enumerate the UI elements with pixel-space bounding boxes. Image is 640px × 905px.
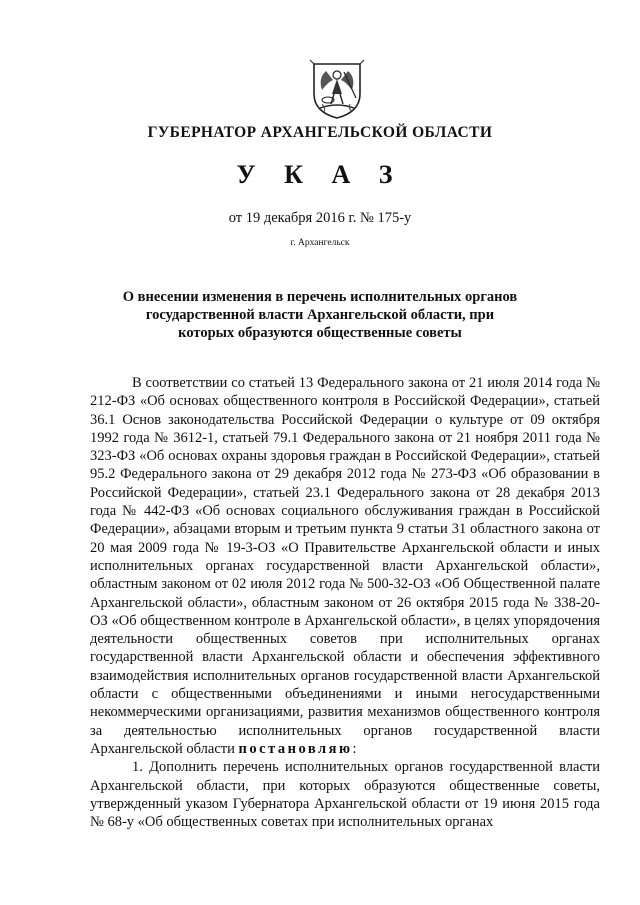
document-subject: О внесении изменения в перечень исполнительных органов государственной власти Архангельской области, при которых образуются общественные советы <box>122 289 518 341</box>
document-type: У К А З <box>236 160 404 189</box>
document-date-number: от 19 декабря 2016 г. № 175-у <box>228 210 412 226</box>
item-1-paragraph: 1. Дополнить перечень исполнительных органов государственной власти Архангельской области, при которых образуются общественные советы, утвержденный указом Губернатора Архангельской области от 19 июня 2015 года № 68-у «Об общественных советах при исполнительных органах <box>90 759 600 831</box>
document-place: г. Архангельск <box>290 238 350 248</box>
preamble-paragraph: В соответствии со статьей 13 Федерального закона от 21 июля 2014 года № 212-ФЗ «Об основах общественного контроля в Российской Федерации», статьей 36.1 Основ законодательства Российской Федерации о культуре от 09 октября 1992 года № 3612-1, статьей 79.1 Федерального закона от 21 ноября 2011 года № 323-ФЗ «Об основах охраны здоровья граждан в Российской Федерации», статьей 95.2 Федерального закона от 29 декабря 2012 года № 273-ФЗ «Об образовании в Российской Федерации», статьей 23.1 Федерального закона от 28 декабря 2013 года № 442-ФЗ «Об основах социального обслуживания граждан в Российской Федерации», абзацами вторым и третьим пункта 9 статьи 31 областного закона от 20 мая 2009 года № 19-3-ОЗ «О Правительстве Архангельской области и иных исполнительных органах государственной власти Архангельской области», областным законом от 02 июля 2012 года № 500-32-ОЗ «Об Общественной палате Архангельской области», областным законом от 26 октября 2015 года № 338-20-ОЗ «Об общественном контроле в Архангельской области», в целях упорядочения деятельности общественных советов при исполнительных органах государственной власти Архангельской области и обеспечения эффективного взаимодействия исполнительных органов государственной власти Архангельской области с общественными объединениями и иными негосударственными некоммерческими организациями, развития механизмов общественного контроля за деятельностью исполнительных органов государственной власти Архангельской области постановляю: <box>90 375 600 757</box>
document-body <box>90 374 600 831</box>
decree-word: постановляю <box>238 740 353 757</box>
archangelsk-coat-of-arms-icon <box>306 58 368 120</box>
issuer-title: ГУБЕРНАТОР АРХАНГЕЛЬСКОЙ ОБЛАСТИ <box>147 124 493 141</box>
preamble-text: В соответствии со статьей 13 Федерального закона от 21 июля 2014 года № 212-ФЗ «Об основах общественного контроля в Российской Федерации», статьей 36.1 Основ законодательства Российской Федерации о культуре от 09 октября 1992 года № 3612-1, статьей 79.1 Федерального закона от 21 ноября 2011 года № 323-ФЗ «Об основах охраны здоровья граждан в Российской Федерации», статьей 95.2 Федерального закона от 29 декабря 2012 года № 273-ФЗ «Об образовании в Российской Федерации», статьей 23.1 Федерального закона от 28 декабря 2013 года № 442-ФЗ «Об основах социального обслуживания граждан в Российской Федерации», абзацами вторым и третьим пункта 9 статьи 31 областного закона от 20 мая 2009 года № 19-3-ОЗ «О Правительстве Архангельской области и иных исполнительных органах государственной власти Архангельской области», областным законом от 02 июля 2012 года № 500-32-ОЗ «Об Общественной палате Архангельской области», областным законом от 26 октября 2015 года № 338-20-ОЗ «Об общественном контроле в Архангельской области», в целях упорядочения деятельности общественных советов при исполнительных органах государственной власти Архангельской области и обеспечения эффективного взаимодействия исполнительных органов государственной власти Архангельской области с общественными объединениями и иными негосударственными некоммерческими организациями, развития механизмов общественного контроля за деятельностью исполнительных органов государственной власти Архангельской области <box>90 375 600 757</box>
